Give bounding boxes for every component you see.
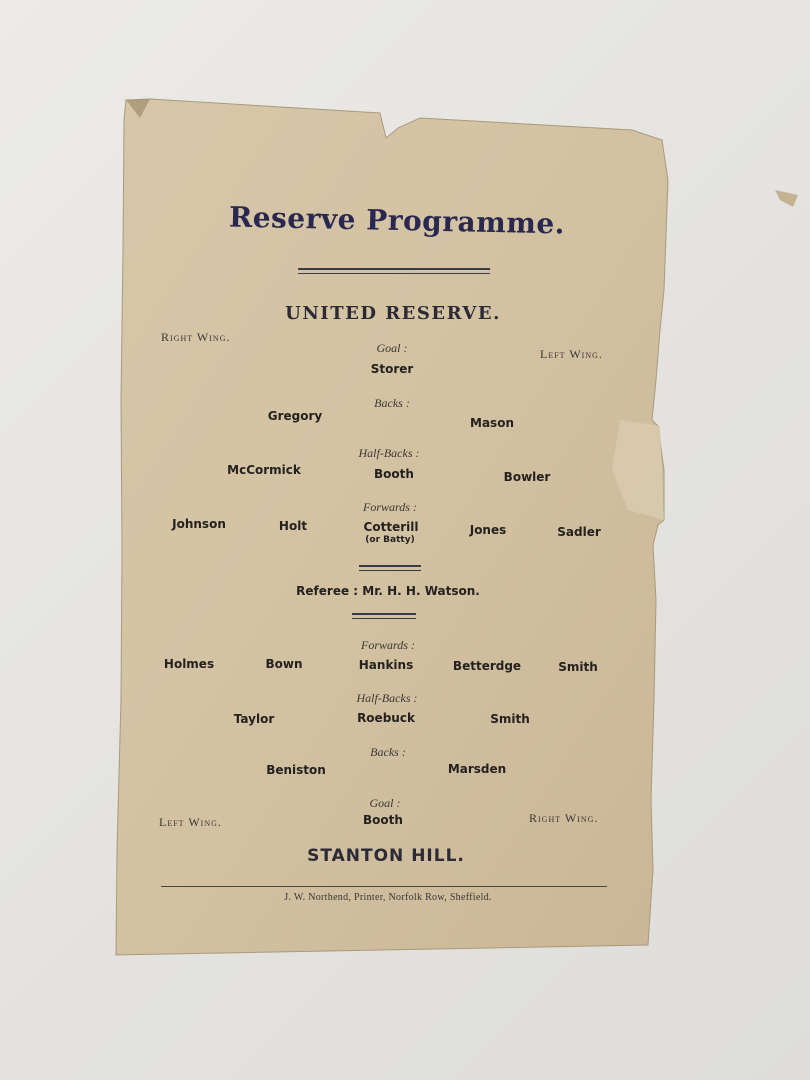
away-left-wing-label: Left Wing. — [159, 815, 222, 829]
away-forward-4: Betterdge — [452, 659, 522, 673]
referee-rule-top — [359, 565, 421, 571]
away-halfback-3: Smith — [490, 712, 530, 726]
away-right-wing-label: Right Wing. — [529, 811, 599, 825]
referee: Referee : Mr. H. H. Watson. — [296, 584, 480, 598]
away-team-name: STANTON HILL. — [307, 846, 465, 866]
footer-rule — [161, 886, 607, 887]
home-forward-5: Sadler — [557, 525, 601, 539]
home-forward-3-note: (or Batty) — [365, 535, 415, 545]
away-backs-label: Backs : — [370, 745, 406, 759]
away-forward-1: Holmes — [163, 657, 215, 671]
away-forward-3: Hankins — [358, 658, 414, 672]
away-forwards-label: Forwards : — [361, 638, 415, 652]
home-forward-1: Johnson — [172, 517, 226, 531]
away-forward-2: Bown — [265, 657, 303, 671]
home-back-1: Gregory — [267, 409, 323, 423]
away-back-2: Marsden — [447, 762, 507, 776]
home-halfback-3: Bowler — [503, 470, 551, 484]
home-halfbacks-label: Half-Backs : — [358, 446, 420, 460]
home-halfback-1: McCormick — [227, 463, 301, 477]
away-goalkeeper: Booth — [363, 813, 403, 827]
home-forward-2: Holt — [278, 519, 308, 533]
home-goal-label: Goal : — [376, 341, 408, 355]
programme-title: Reserve Programme. — [228, 200, 566, 241]
away-goal-label: Goal : — [369, 796, 401, 810]
home-forward-3: Cotterill — [363, 520, 419, 534]
away-back-1: Beniston — [266, 763, 326, 777]
home-forwards-label: Forwards : — [363, 500, 417, 514]
home-halfback-2: Booth — [374, 467, 414, 481]
home-back-2: Mason — [470, 416, 514, 430]
home-backs-label: Backs : — [374, 396, 410, 410]
home-forward-4: Jones — [469, 523, 507, 537]
home-goalkeeper: Storer — [370, 362, 414, 376]
printer-credit: J. W. Northend, Printer, Norfolk Row, Sheffield. — [284, 892, 492, 903]
home-left-wing-label: Left Wing. — [540, 347, 603, 361]
away-halfback-1: Taylor — [233, 712, 275, 726]
away-forward-5: Smith — [558, 660, 598, 674]
away-halfbacks-label: Half-Backs : — [356, 691, 418, 705]
away-halfback-2: Roebuck — [357, 711, 415, 725]
home-right-wing-label: Right Wing. — [161, 330, 231, 344]
home-team-name: UNITED RESERVE. — [285, 303, 501, 324]
title-rule — [298, 268, 490, 274]
referee-rule-bottom — [352, 613, 416, 619]
